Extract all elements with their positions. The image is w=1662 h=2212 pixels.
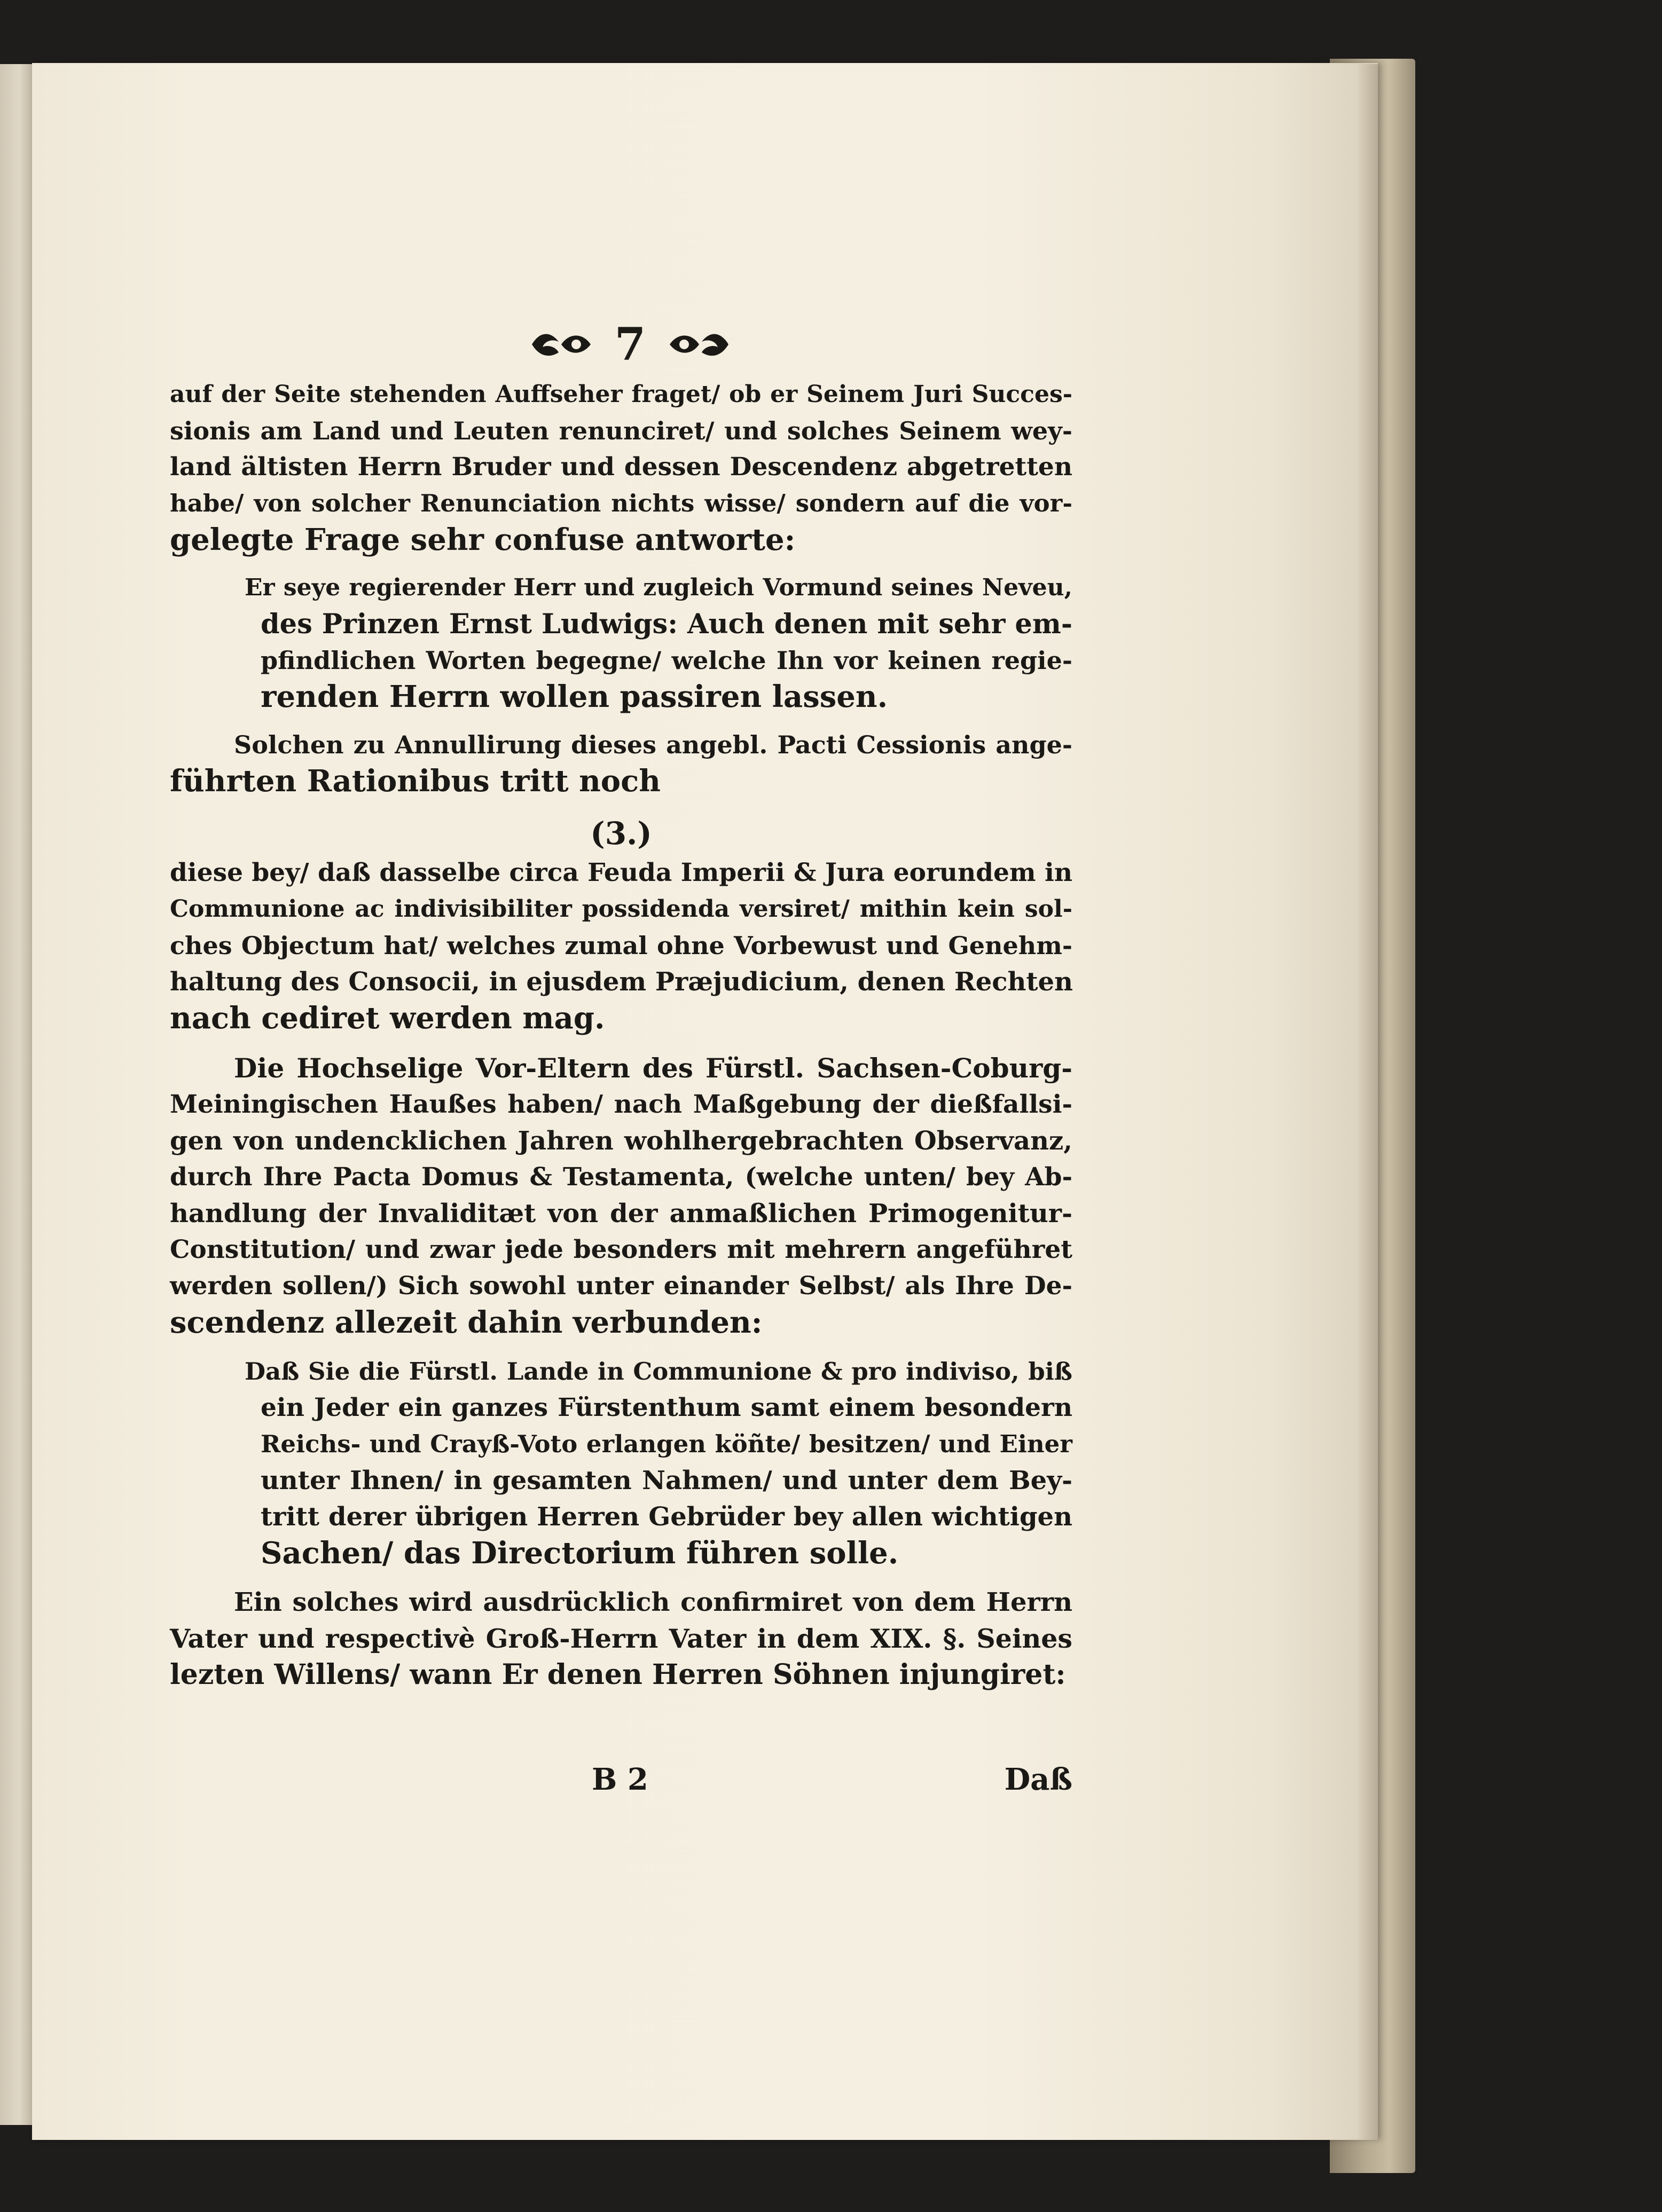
page-edge-shadow — [1357, 64, 1378, 2140]
quote-line: renden Herrn wollen passiren lassen. — [261, 679, 888, 714]
text-line: Die Hochselige Vor-Eltern des Fürstl. Sachsen-Coburg- — [234, 1052, 1072, 1084]
text-line: gen von undencklichen Jahren wohlhergebrachten Observanz, — [170, 1126, 1072, 1156]
text-line: Constitution/ und zwar jede besonders mit mehrern angeführet — [170, 1235, 1072, 1264]
catchword: Daß — [1004, 1762, 1072, 1797]
text-line: auf der Seite stehenden Auffseher fraget/ ob er Seinem Juri Succes- — [170, 381, 1072, 408]
quote-line: Daß Sie die Fürstl. Lande in Communione & pro indiviso, biß — [245, 1357, 1072, 1386]
text-line: durch Ihre Pacta Domus & Testamenta, (welche unten/ bey Ab- — [170, 1162, 1072, 1192]
quote-line: tritt derer übrigen Herren Gebrüder bey allen wichtigen — [261, 1502, 1072, 1532]
right-ornament-icon — [667, 328, 731, 360]
text-line: Ein solches wird ausdrücklich confirmiret von dem Herrn — [234, 1587, 1072, 1617]
text-line: land ältisten Herrn Bruder und dessen Descendenz abgetretten — [170, 452, 1072, 482]
quote-line: Sachen/ das Directorium führen solle. — [261, 1536, 899, 1571]
quote-line: Er seye regierender Herr und zugleich Vormund seines Neveu, — [245, 574, 1072, 601]
text-line: diese bey/ daß dasselbe circa Feuda Imperii & Jura eorundem in — [170, 858, 1073, 887]
text-line: ches Objectum hat/ welches zumal ohne Vorbewust und Genehm- — [170, 931, 1072, 960]
page-header — [481, 318, 780, 371]
quote-line: ein Jeder ein ganzes Fürstenthum samt einem besondern — [261, 1393, 1072, 1422]
text-line: führten Rationibus tritt noch — [170, 763, 661, 799]
text-line: Communione ac indivisibiliter possidenda versiret/ mithin kein sol- — [170, 895, 1072, 923]
text-line: Vater und respectivè Groß-Herrn Vater in dem XIX. §. Seines — [170, 1623, 1072, 1654]
text-line: Solchen zu Annullirung dieses angebl. Pacti Cessionis ange- — [234, 730, 1072, 759]
text-line: Meiningischen Haußes haben/ nach Maßgebung der dießfallsi- — [170, 1090, 1072, 1119]
text-line: nach cediret werden mag. — [170, 1001, 605, 1036]
left-ornament-icon — [529, 328, 593, 360]
section-number: (3.) — [590, 815, 652, 852]
text-line: scendenz allezeit dahin verbunden: — [170, 1305, 763, 1340]
text-line: habe/ von solcher Renunciation nichts wisse/ sondern auf die vor- — [170, 489, 1072, 517]
page-footer — [170, 1762, 1072, 1799]
page-number: 7 — [614, 318, 646, 371]
quote-line: des Prinzen Ernst Ludwigs: Auch denen mit sehr em- — [261, 608, 1072, 640]
text-line: handlung der Invaliditæt von der anmaßlichen Primogenitur- — [170, 1199, 1072, 1229]
text-line: werden sollen/) Sich sowohl unter einander Selbst/ als Ihre De- — [170, 1271, 1072, 1301]
previous-page-edge — [0, 64, 32, 2125]
signature-mark: B 2 — [592, 1762, 648, 1797]
text-line: lezten Willens/ wann Er denen Herren Söhnen injungiret: — [170, 1658, 1066, 1691]
quote-line: pfindlichen Worten begegne/ welche Ihn vor keinen regie- — [261, 646, 1072, 675]
text-line: gelegte Frage sehr confuse antworte: — [170, 522, 796, 557]
text-line: haltung des Consocii, in ejusdem Præjudicium, denen Rechten — [170, 967, 1073, 997]
text-line: sionis am Land und Leuten renunciret/ und solches Seinem wey- — [170, 416, 1072, 445]
quote-line: unter Ihnen/ in gesamten Nahmen/ und unter dem Bey- — [261, 1466, 1072, 1495]
quote-line: Reichs- und Crayß-Voto erlangen köñte/ besitzen/ und Einer — [261, 1430, 1072, 1458]
